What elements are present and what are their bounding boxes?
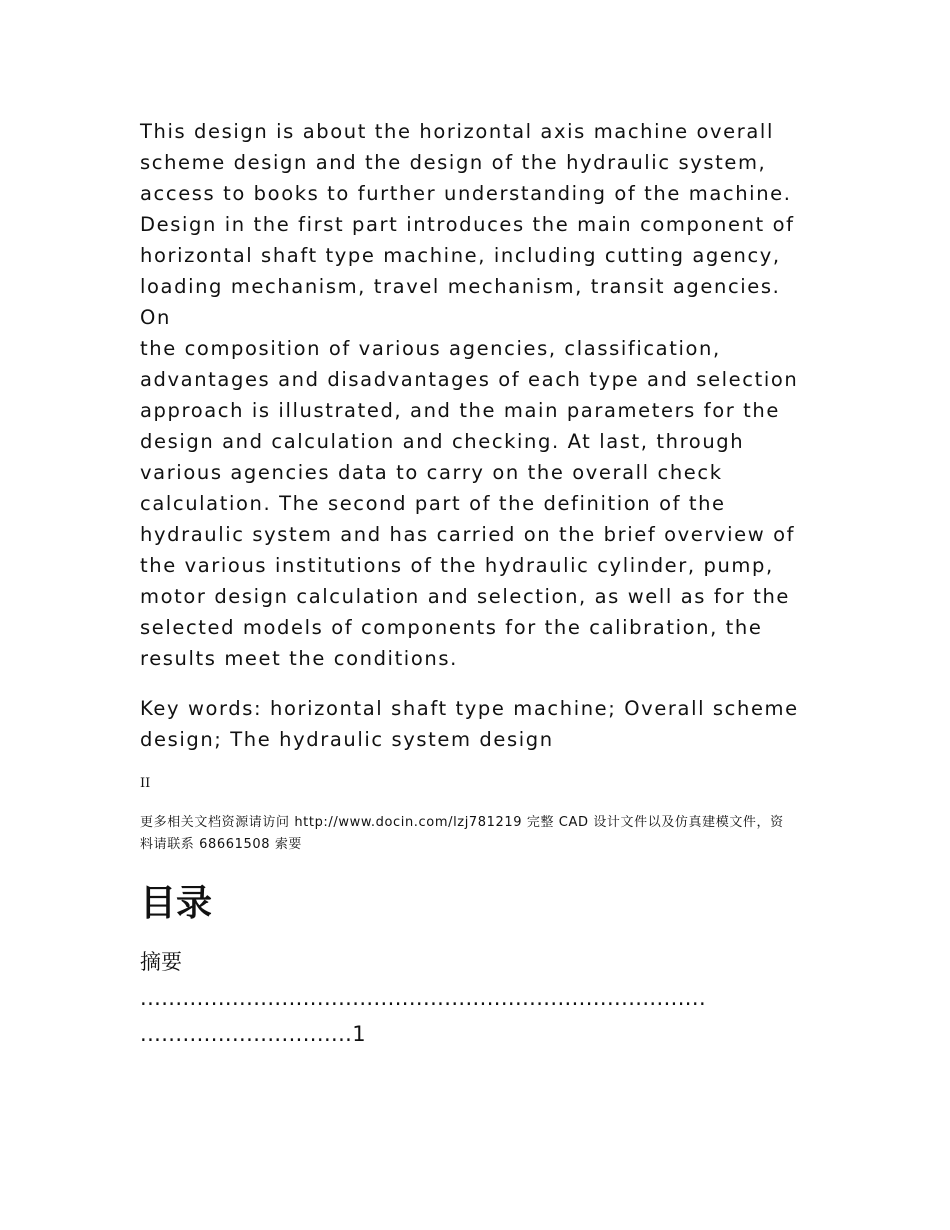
abstract-paragraph: This design is about the horizontal axis machine overall scheme design and the design of the hydraulic system, access to books to further understanding of the machine. Design in the first part introduces the main component of horizontal shaft type machine, including cutting agency, loading mechanism, travel mechanism, transit agencies. On the composition of various agencies, classification, advantages and disadvantages of each type and selection approach is illustrated, and the main parameters for the design and calculation and checking. At last, through various agencies data to carry on the overall check calculation. The second part of the definition of the hydraulic system and has carried on the brief overview of the various institutions of the hydraulic cylinder, pump, motor design calculation and selection, as well as for the selected models of components for the calibration, the results meet the conditions. xyxy=(140,120,799,670)
toc-title: 目录 xyxy=(140,883,213,924)
document-page xyxy=(140,116,808,1052)
toc-entry-label: 摘要 xyxy=(140,950,182,974)
resource-note: 更多相关文档资源请访问 http://www.docin.com/lzj781219 完整 CAD 设计文件以及仿真建模文件，资 料请联系 68661508 索要 xyxy=(140,815,784,852)
page-number: II xyxy=(140,776,151,791)
toc-entry-leader: ................................................................................ ..............................1 xyxy=(140,986,707,1046)
keywords-paragraph: Key words: horizontal shaft type machine; Overall scheme design; The hydraulic system design xyxy=(140,697,799,751)
